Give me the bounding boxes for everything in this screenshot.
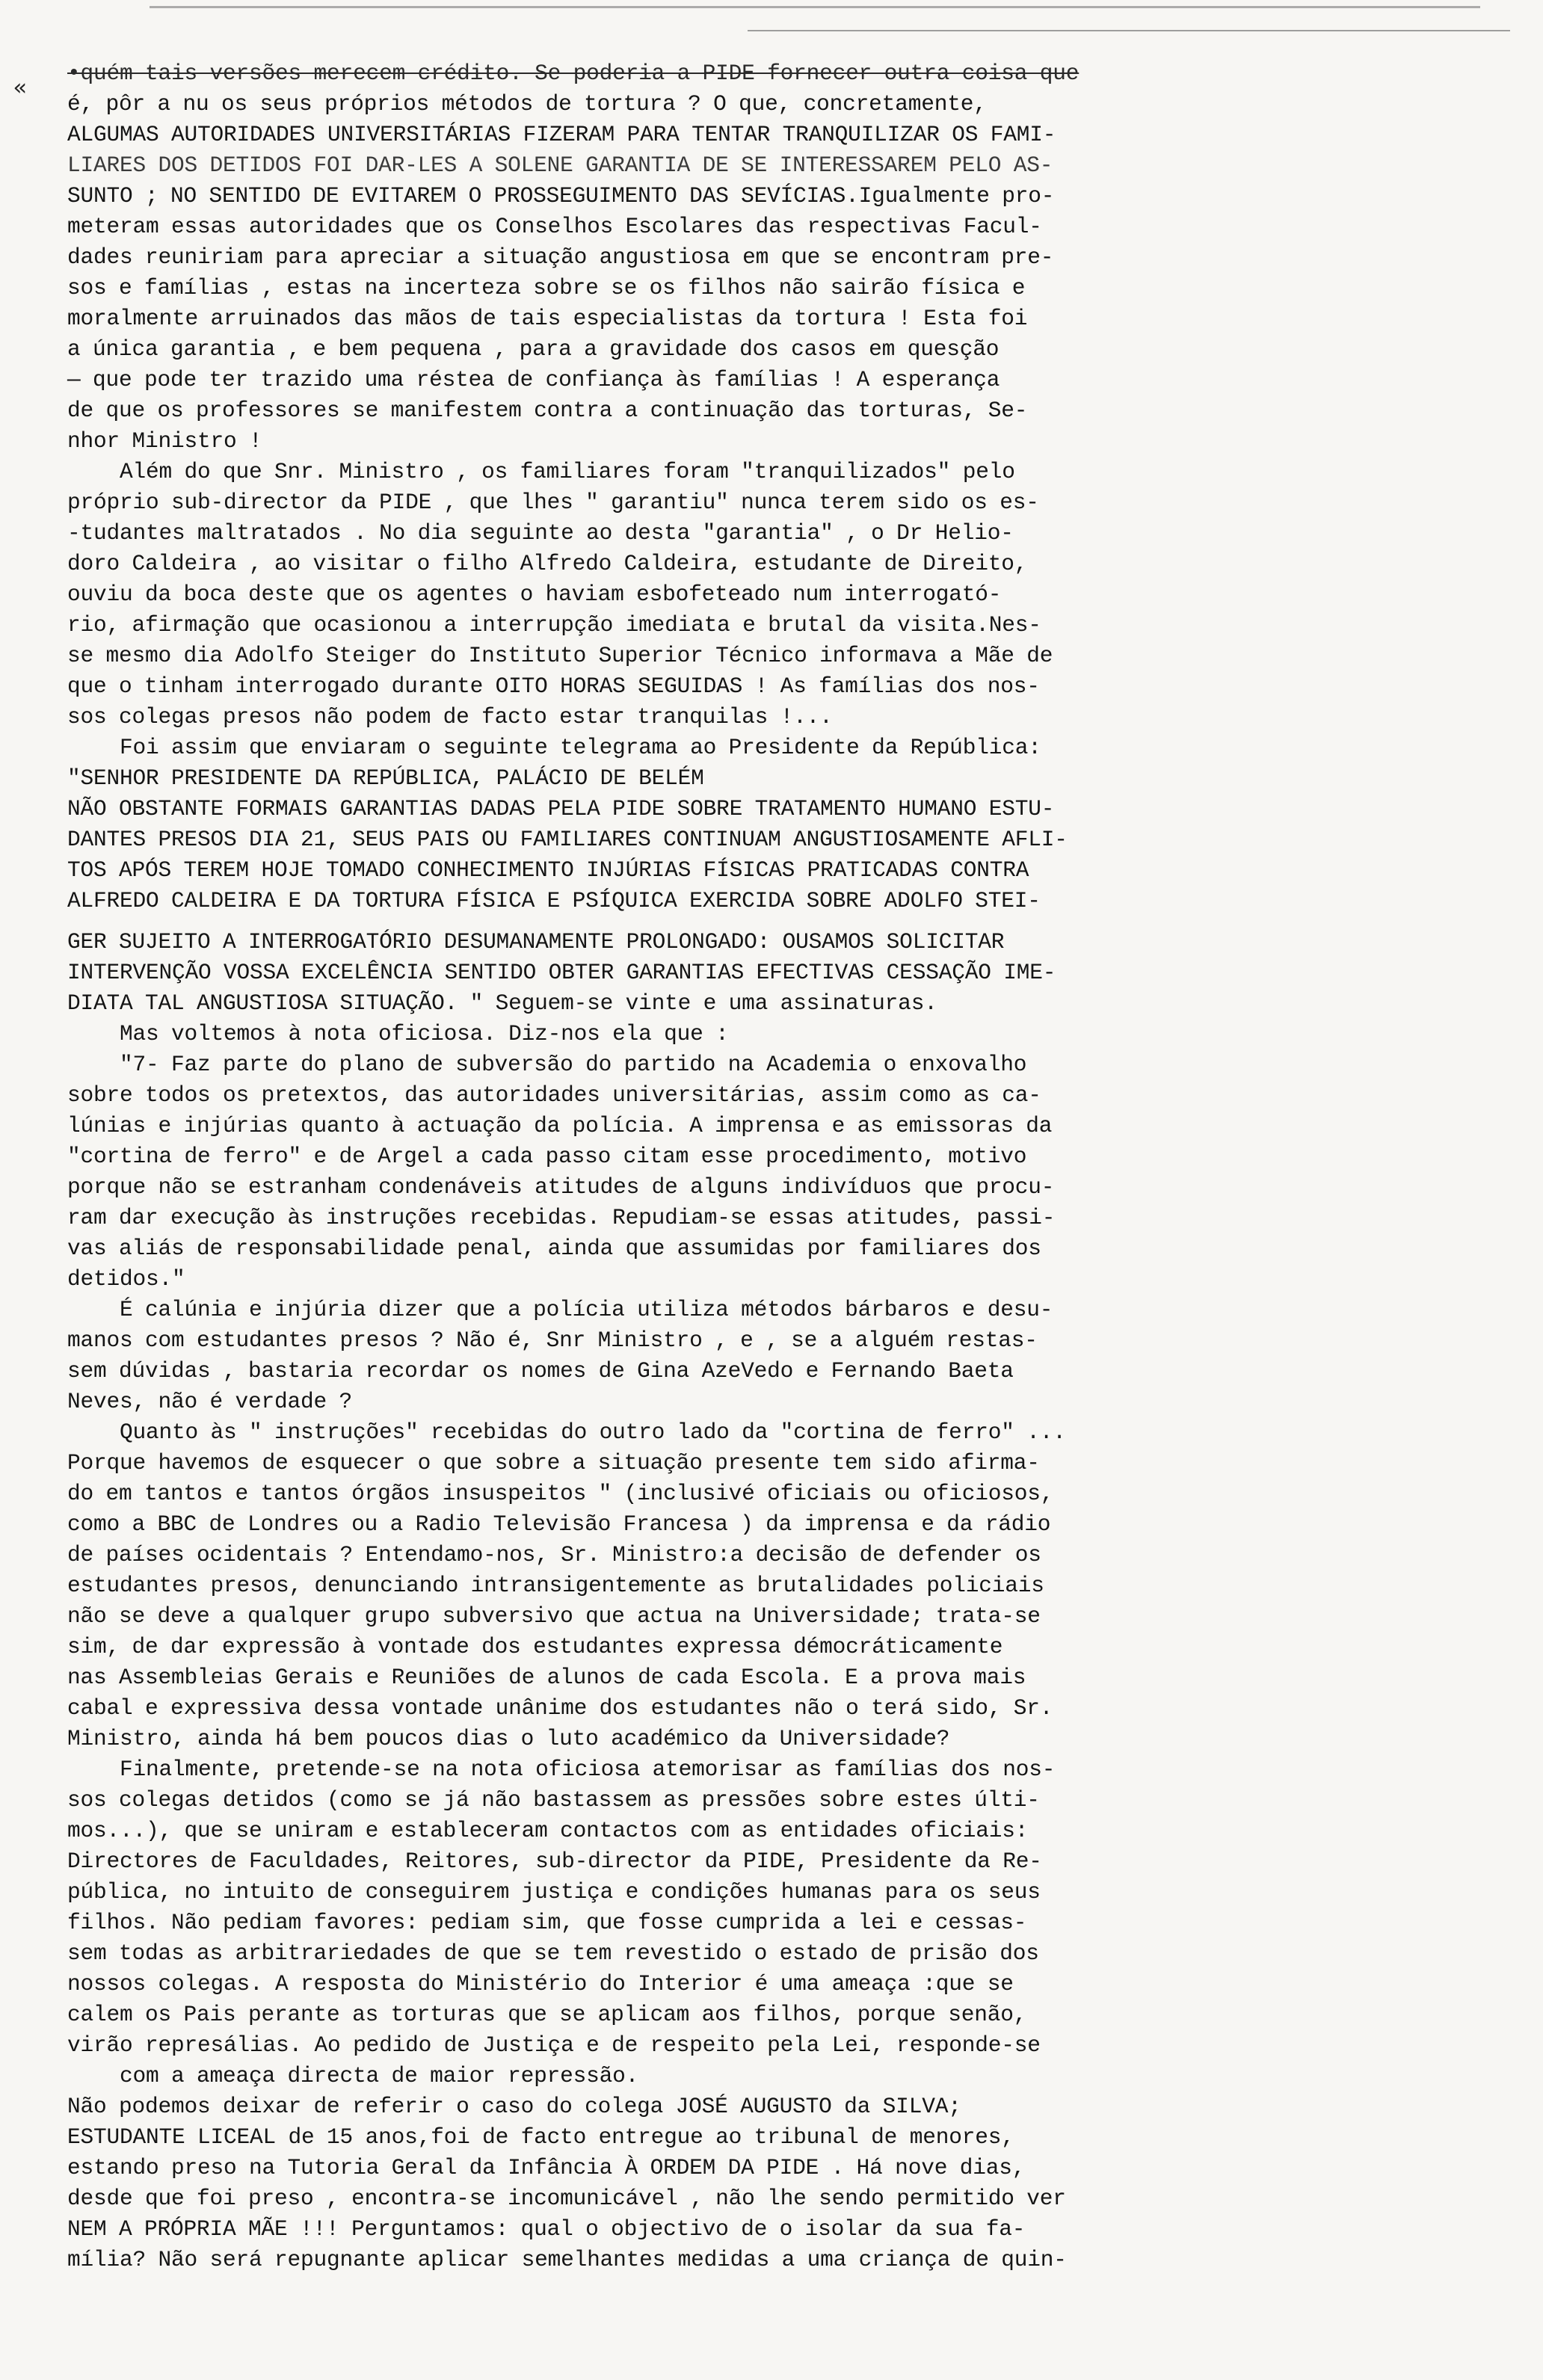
- margin-mark: «: [13, 75, 28, 101]
- text-line: virão represálias. Ao pedido de Justiça e de respeito pela Lei, responde-se: [67, 2032, 1041, 2058]
- typewritten-text: [67, 58, 1518, 2275]
- text-line: sos colegas presos não podem de facto estar tranquilas !...: [67, 704, 833, 730]
- text-line: LIARES DOS DETIDOS FOI DAR-LES A SOLENE GARANTIA DE SE INTERESSAREM PELO AS-: [67, 152, 1053, 178]
- top-rule: [150, 6, 1480, 8]
- text-line: filhos. Não pediam favores: pediam sim, que fosse cumprida a lei e cessas-: [67, 1910, 1027, 1935]
- text-line: doro Caldeira , ao visitar o filho Alfredo Caldeira, estudante de Direito,: [67, 551, 1028, 576]
- text-line: Finalmente, pretende-se na nota oficiosa atemorisar as famílias dos nos-: [120, 1757, 1056, 1782]
- text-line: meteram essas autoridades que os Conselhos Escolares das respectivas Facul-: [67, 214, 1042, 239]
- text-line: nossos colegas. A resposta do Ministério do Interior é uma ameaça :que se: [67, 1971, 1014, 1997]
- text-line: Além do que Snr. Ministro , os familiares foram "tranquilizados" pelo: [120, 459, 1015, 484]
- text-line: ram dar execução às instruções recebidas. Repudiam-se essas atitudes, passi-: [67, 1205, 1056, 1230]
- text-line: como a BBC de Londres ou a Radio Televisão Francesa ) da imprensa e da rádio: [67, 1511, 1051, 1537]
- text-line: ALGUMAS AUTORIDADES UNIVERSITÁRIAS FIZERAM PARA TENTAR TRANQUILIZAR OS FAMI-: [67, 122, 1056, 147]
- text-line: rio, afirmação que ocasionou a interrupção imediata e brutal da visita.Nes-: [67, 612, 1041, 638]
- text-line: TOS APÓS TEREM HOJE TOMADO CONHECIMENTO INJÚRIAS FÍSICAS PRATICADAS CONTRA: [67, 857, 1029, 883]
- text-line: lúnias e injúrias quanto à actuação da polícia. A imprensa e as emissoras da: [67, 1113, 1053, 1138]
- text-line: Neves, não é verdade ?: [67, 1389, 353, 1414]
- text-line: NEM A PRÓPRIA MÃE !!! Perguntamos: qual o objectivo de o isolar da sua fa-: [67, 2216, 1026, 2242]
- text-line: detidos.": [67, 1266, 185, 1292]
- text-line: Porque havemos de esquecer o que sobre a situação presente tem sido afirma-: [67, 1450, 1040, 1476]
- text-line: manos com estudantes presos ? Não é, Snr Ministro , e , se a alguém restas-: [67, 1328, 1038, 1353]
- text-line: de países ocidentais ? Entendamo-nos, Sr. Ministro:a decisão de defender os: [67, 1542, 1041, 1567]
- text-line: INTERVENÇÃO VOSSA EXCELÊNCIA SENTIDO OBTER GARANTIAS EFECTIVAS CESSAÇÃO IME-: [67, 960, 1056, 985]
- top-rule-secondary: [748, 30, 1510, 31]
- text-line: É calúnia e injúria dizer que a polícia utiliza métodos bárbaros e desu-: [120, 1297, 1053, 1322]
- text-line: cabal e expressiva dessa vontade unânime dos estudantes não o terá sido, Sr.: [67, 1695, 1053, 1721]
- text-line: Mas voltemos à nota oficiosa. Diz-nos ela que :: [120, 1021, 729, 1046]
- text-line: GER SUJEITO A INTERROGATÓRIO DESUMANAMENTE PROLONGADO: OUSAMOS SOLICITAR: [67, 929, 1005, 955]
- text-line: SUNTO ; NO SENTIDO DE EVITAREM O PROSSEGUIMENTO DAS SEVÍCIAS.Igualmente pro-: [67, 183, 1055, 209]
- text-line: DIATA TAL ANGUSTIOSA SITUAÇÃO. " Seguem-se vinte e uma assinaturas.: [67, 990, 937, 1016]
- text-line: que o tinham interrogado durante OITO HORAS SEGUIDAS ! As famílias dos nos-: [67, 673, 1040, 699]
- text-line: Ministro, ainda há bem poucos dias o luto académico da Universidade?: [67, 1726, 950, 1751]
- text-line: — que pode ter trazido uma réstea de confiança às famílias ! A esperança: [67, 367, 1000, 392]
- text-line: a única garantia , e bem pequena , para a gravidade dos casos em quesção: [67, 336, 1000, 362]
- text-line: não se deve a qualquer grupo subversivo que actua na Universidade; trata-se: [67, 1603, 1041, 1629]
- text-line: Directores de Faculdades, Reitores, sub-director da PIDE, Presidente da Re-: [67, 1849, 1042, 1874]
- text-line: porque não se estranham condenáveis atitudes de alguns indivíduos que procu-: [67, 1174, 1055, 1200]
- text-line: nas Assembleias Gerais e Reuniões de alunos de cada Escola. E a prova mais: [67, 1665, 1026, 1690]
- text-line: de que os professores se manifestem contra a continuação das torturas, Se-: [67, 398, 1028, 423]
- text-line: NÃO OBSTANTE FORMAIS GARANTIAS DADAS PELA PIDE SOBRE TRATAMENTO HUMANO ESTU-: [67, 796, 1055, 821]
- text-line: próprio sub-director da PIDE , que lhes " garantiu" nunca terem sido os es-: [67, 490, 1039, 515]
- text-line: é, pôr a nu os seus próprios métodos de tortura ? O que, concretamente,: [67, 91, 987, 117]
- text-line: "7- Faz parte do plano de subversão do partido na Academia o enxovalho: [120, 1052, 1027, 1077]
- text-line: moralmente arruinados das mãos de tais especialistas da tortura ! Esta foi: [67, 306, 1028, 331]
- text-line: mília? Não será repugnante aplicar semelhantes medidas a uma criança de quin-: [67, 2247, 1067, 2272]
- text-line: sos e famílias , estas na incerteza sobre se os filhos não sairão física e: [67, 275, 1026, 300]
- text-line: calem os Pais perante as torturas que se aplicam aos filhos, porque senão,: [67, 2002, 1027, 2027]
- text-line: com a ameaça directa de maior repressão.: [120, 2063, 639, 2088]
- text-line: "cortina de ferro" e de Argel a cada passo citam esse procedimento, motivo: [67, 1144, 1027, 1169]
- text-line: -tudantes maltratados . No dia seguinte ao desta "garantia" , o Dr Helio-: [67, 520, 1014, 546]
- text-line: estando preso na Tutoria Geral da Infância À ORDEM DA PIDE . Há nove dias,: [67, 2155, 1026, 2180]
- text-line: Não podemos deixar de referir o caso do colega JOSÉ AUGUSTO da SILVA;: [67, 2094, 961, 2119]
- text-line: •quém tais versões merecem crédito. Se poderia a PIDE fornecer outra coisa que: [67, 61, 1080, 86]
- text-line: sem todas as arbitrariedades de que se tem revestido o estado de prisão dos: [67, 1940, 1039, 1966]
- text-line: estudantes presos, denunciando intransigentemente as brutalidades policiais: [67, 1573, 1044, 1598]
- text-line: sim, de dar expressão à vontade dos estudantes expressa démocráticamente: [67, 1634, 1003, 1659]
- text-line: "SENHOR PRESIDENTE DA REPÚBLICA, PALÁCIO DE BELÉM: [67, 765, 704, 791]
- text-line: ouviu da boca deste que os agentes o haviam esbofeteado num interrogató-: [67, 582, 1002, 607]
- text-line: nhor Ministro !: [67, 428, 262, 454]
- text-line: vas aliás de responsabilidade penal, ainda que assumidas por familiares dos: [67, 1236, 1041, 1261]
- text-line: Quanto às " instruções" recebidas do outro lado da "cortina de ferro" ...: [120, 1419, 1066, 1445]
- text-line: pública, no intuito de conseguirem justiça e condições humanas para os seus: [67, 1879, 1041, 1905]
- text-line: mos...), que se uniram e estableceram contactos com as entidades oficiais:: [67, 1818, 1029, 1843]
- text-line: se mesmo dia Adolfo Steiger do Instituto Superior Técnico informava a Mãe de: [67, 643, 1053, 668]
- text-line: desde que foi preso , encontra-se incomunicável , não lhe sendo permitido ver: [67, 2186, 1066, 2211]
- text-line: sem dúvidas , bastaria recordar os nomes de Gina AzeVedo e Fernando Baeta: [67, 1358, 1014, 1384]
- text-line: dades reuniriam para apreciar a situação angustiosa em que se encontram pre-: [67, 244, 1054, 270]
- text-line: ALFREDO CALDEIRA E DA TORTURA FÍSICA E PSÍQUICA EXERCIDA SOBRE ADOLFO STEI-: [67, 888, 1041, 913]
- text-line: sos colegas detidos (como se já não bastassem as pressões sobre estes últi-: [67, 1787, 1040, 1813]
- text-line: DANTES PRESOS DIA 21, SEUS PAIS OU FAMILIARES CONTINUAM ANGUSTIOSAMENTE AFLI-: [67, 827, 1068, 852]
- text-line: sobre todos os pretextos, das autoridades universitárias, assim como as ca-: [67, 1082, 1041, 1108]
- text-line: ESTUDANTE LICEAL de 15 anos,foi de facto entregue ao tribunal de menores,: [67, 2124, 1014, 2150]
- text-line: do em tantos e tantos órgãos insuspeitos " (inclusivé oficiais ou oficiosos,: [67, 1481, 1054, 1506]
- text-line: Foi assim que enviaram o seguinte telegrama ao Presidente da República:: [120, 735, 1041, 760]
